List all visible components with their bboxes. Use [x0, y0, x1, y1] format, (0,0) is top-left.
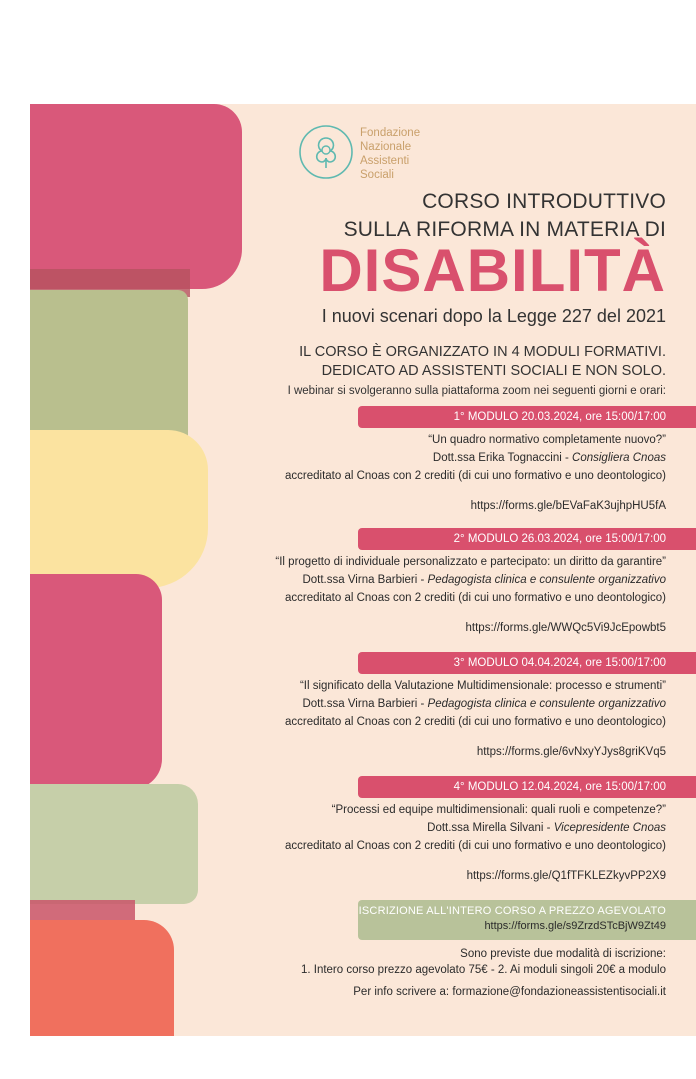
speaker-role: Pedagogista clinica e consulente organizzativo [427, 698, 666, 710]
registration-modes-detail: 1. Intero corso prezzo agevolato 75€ - 2. Ai moduli singoli 20€ a modulo [300, 964, 666, 976]
module-2-credits: accreditato al Cnoas con 2 crediti (di cui uno formativo e uno deontologico) [285, 592, 666, 604]
speaker-name: Dott.ssa Virna Barbieri - [302, 698, 428, 710]
module-4-header: 4° MODULO 12.04.2024, ore 15:00/17:00 [358, 776, 696, 798]
module-4-title: “Processi ed equipe multidimensionali: quali ruoli e competenze?” [331, 804, 666, 816]
module-3-link[interactable]: https://forms.gle/6vNxyYJys8griKVq5 [476, 746, 666, 758]
speaker-name: Dott.ssa Virna Barbieri - [302, 574, 428, 586]
module-1-speaker [433, 452, 666, 464]
module-1-title: “Un quadro normativo completamente nuovo?” [428, 434, 666, 446]
speaker-name: Dott.ssa Erika Tognaccini - [432, 452, 573, 464]
registration-box [358, 900, 696, 940]
poster [30, 104, 696, 1036]
speaker-name: Dott.ssa Mirella Silvani - [427, 822, 554, 834]
foundation-name-line: Fondazione [360, 127, 421, 139]
sage-paint-blob-lower [30, 784, 198, 904]
coral-paint-blob [30, 920, 174, 1036]
speaker-role: Vicepresidente Cnoas [553, 822, 666, 834]
webinar-intro: I webinar si svolgeranno sulla piattaforma zoom nei seguenti giorni e orari: [287, 385, 666, 397]
module-2-header: 2° MODULO 26.03.2024, ore 15:00/17:00 [358, 528, 696, 550]
info-contact: Per info scrivere a: formazione@fondazioneassistentisociali.it [353, 986, 666, 998]
subtitle: I nuovi scenari dopo la Legge 227 del 2021 [321, 306, 666, 326]
course-info-line-2: DEDICATO AD ASSISTENTI SOCIALI E NON SOLO. [321, 363, 666, 379]
registration-modes-title: Sono previste due modalità di iscrizione: [460, 948, 666, 960]
speaker-role: Pedagogista clinica e consulente organizzativo [427, 574, 666, 586]
foundation-name-line: Nazionale [360, 141, 412, 153]
registration-link[interactable]: https://forms.gle/s9ZrzdSTcBjW9Zt49 [484, 920, 666, 932]
title-line-2: SULLA RIFORMA IN MATERIA DI [343, 218, 666, 241]
module-2-link[interactable]: https://forms.gle/WWQc5Vi9JcEpowbt5 [465, 622, 666, 634]
title-line-1: CORSO INTRODUTTIVO [422, 190, 666, 213]
module-1-link[interactable]: https://forms.gle/bEVaFaK3ujhpHU5fA [470, 500, 666, 512]
module-1-header: 1° MODULO 20.03.2024, ore 15:00/17:00 [358, 406, 696, 428]
foundation-name-line: Sociali [360, 169, 394, 181]
module-4-speaker [427, 822, 666, 834]
foundation-logo [298, 124, 354, 180]
knot-logo-icon [298, 124, 354, 180]
module-4-credits: accreditato al Cnoas con 2 crediti (di cui uno formativo e uno deontologico) [285, 840, 666, 852]
module-3-speaker [302, 698, 666, 710]
module-4-link[interactable]: https://forms.gle/Q1fTFKLEZkyvPP2X9 [466, 870, 666, 882]
module-3-credits: accreditato al Cnoas con 2 crediti (di cui uno formativo e uno deontologico) [285, 716, 666, 728]
foundation-name [360, 126, 420, 182]
speaker-role: Consigliera Cnoas [572, 452, 666, 464]
course-info-line-1: IL CORSO È ORGANIZZATO IN 4 MODULI FORMATIVI. [299, 344, 666, 360]
module-2-speaker [302, 574, 666, 586]
pink-paint-blob-top [30, 104, 242, 289]
module-1-credits: accreditato al Cnoas con 2 crediti (di cui uno formativo e uno deontologico) [285, 470, 666, 482]
yellow-paint-blob [30, 430, 208, 588]
module-2-title: “Il progetto di individuale personalizzato e partecipato: un diritto da garantire” [275, 556, 666, 568]
module-3-header: 3° MODULO 04.04.2024, ore 15:00/17:00 [358, 652, 696, 674]
title-disabilita: DISABILITÀ [319, 237, 666, 304]
registration-header: ISCRIZIONE ALL'INTERO CORSO A PREZZO AGEVOLATO [358, 905, 666, 917]
module-3-title: “Il significato della Valutazione Multidimensionale: processo e strumenti” [299, 680, 666, 692]
foundation-name-line: Assistenti [360, 155, 410, 167]
pink-paint-blob-middle [30, 574, 162, 789]
